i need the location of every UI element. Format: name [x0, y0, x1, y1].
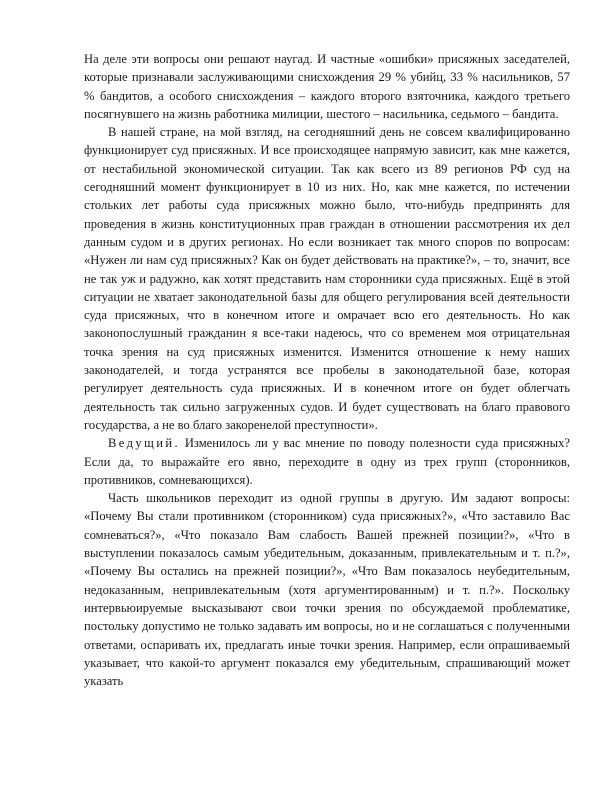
paragraph-4: Часть школьников переходит из одной группы в другую. Им задают вопросы: «Почему Вы стали противником (сторонником) суда присяжных?», «Что заставило Вас сомневаться?», «Что показало Вам слабость Вашей прежней позиции?», «Что в выступлении показалось самым убедительным, доказанным, привлекательным и т. п.?», «Почему Вы остались на прежней позиции?», «Что Вам показалось неубедительным, недоказанным, непривлекательным (хотя аргументированным) и т. п.?». Поскольку интервьюируемые высказывают свои точки зрения по обсуждаемой проблематике, постольку допустимо не только задавать им вопросы, но и не соглашаться с полученными ответами, оспаривать их, предлагать иные точки зрения. Например, если опрашиваемый указывает, что какой-то аргумент показался ему убедительным, спрашивающий может указать	[84, 491, 570, 689]
speaker-label: Ведущий.	[108, 436, 181, 451]
paragraph-3-text: Изменилось ли у вас мнение по поводу полезности суда присяжных? Если да, то выражайте его явно, переходите в одну из трех групп (сторонников, противников, сомневающихся).	[84, 436, 570, 487]
paragraph-3	[84, 434, 570, 489]
paragraph-1: На деле эти вопросы они решают наугад. И частные «ошибки» присяжных заседателей, которые признавали заслуживающими снисхождения 29 % убийц, 33 % насильников, 57 % бандитов, а особого снисхождения – каждого второго взяточника, каждого третьего посягнувшего на жизнь работника милиции, шестого – насильника, седьмого – бандита.	[84, 52, 570, 121]
paragraph-2: В нашей стране, на мой взгляд, на сегодняшний день не совсем квалифицированно функционирует суд присяжных. И все происходящее напрямую зависит, как мне кажется, от нестабильной экономической ситуации. Так как всего из 89 регионов РФ суд на сегодняшний момент функционирует в 10 из них. Но, как мне кажется, по истечении стольких лет работы суда присяжных можно было, что-нибудь предпринять для проведения в жизнь конституционных прав граждан в отношении рассмотрения их дел данным судом и в других регионах. Но если возникает так много споров по вопросам: «Нужен ли нам суд присяжных? Как он будет действовать на практике?», – то, значит, все не так уж и радужно, как хотят представить нам сторонники суда присяжных. Ещё в этой ситуации не хватает законодательной базы для общего регулирования всей деятельности суда присяжных, что в конечном итоге и омрачает всю его деятельность. Но как законопослушный гражданин я все-таки надеюсь, что со временем моя отрицательная точка зрения на суд присяжных изменится. Изменится отношение к нему наших законодателей, и тогда устранятся все пробелы в законодательной базе, которая регулирует деятельность суда присяжных. И в конечном итоге он будет облегчать деятельность так сильно загруженных судов. И будет существовать на благо правового государства, а не во благо закоренелой преступности».	[84, 125, 570, 432]
document-body	[84, 50, 570, 690]
